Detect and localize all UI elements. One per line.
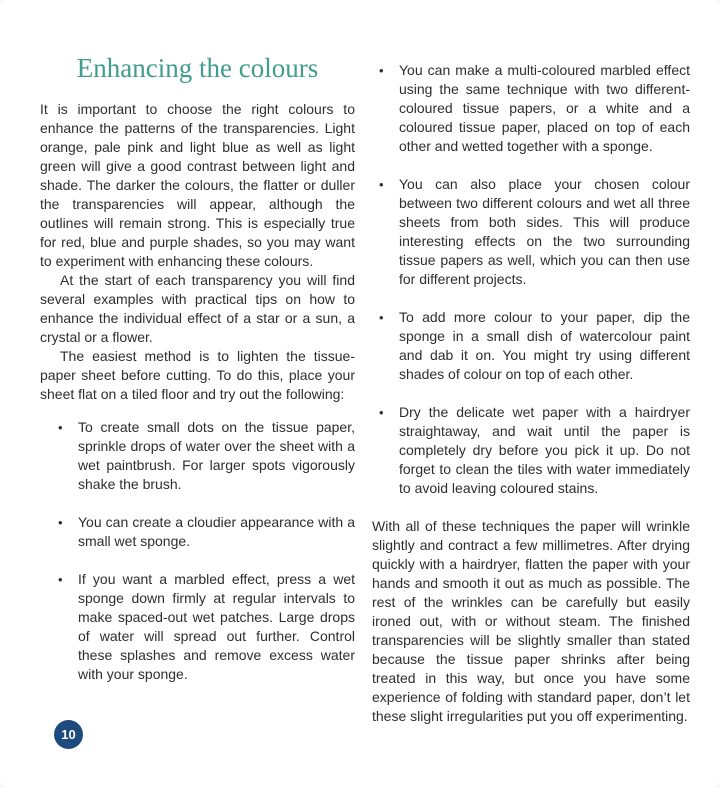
list-item-text: You can make a multi-coloured marbled effect using the same technique with two different-coloured tissue papers, or a white and a coloured tissue paper, placed on top of each other and wetted together with a sponge. — [399, 62, 690, 154]
list-item — [40, 570, 355, 684]
left-bullet-list — [40, 418, 355, 684]
bullet-icon: • — [379, 405, 384, 420]
list-item — [372, 403, 690, 498]
list-item-text: You can also place your chosen colour between two different colours and wet all three sheets from both sides. This will produce interesting effects on the two surrounding tissue papers as well, which you can then use for different projects. — [399, 176, 690, 287]
list-item-text: To create small dots on the tissue paper, sprinkle drops of water over the sheet with a wet paintbrush. For larger spots vigorously shake the brush. — [78, 419, 355, 492]
page-title: Enhancing the colours — [76, 53, 319, 83]
right-column — [372, 0, 690, 726]
list-item — [40, 418, 355, 494]
page-number: 10 — [61, 727, 76, 742]
list-item-text: Dry the delicate wet paper with a hairdryer straightaway, and wait until the paper is completely dry before you pick it up. Do not forget to clean the tiles with water immediately to avoid leaving coloured stains. — [399, 404, 690, 496]
bullet-icon: • — [379, 177, 384, 192]
intro-paragraph: It is important to choose the right colours to enhance the patterns of the transparencies. Light orange, pale pink and light blue as well as light green will give a good contrast between light and shade. The darker the colours, the flatter or duller the transparencies will appear, although the outlines will remain strong. This is especially true for red, blue and purple shades, so you may want to experiment with enhancing these colours. — [40, 101, 355, 269]
bullet-icon: • — [58, 420, 63, 435]
paragraph: At the start of each transparency you will find several examples with practical tips on how to enhance the individual effect of a star or a sun, a crystal or a flower. — [40, 272, 355, 345]
page-number-badge — [54, 720, 83, 749]
bullet-icon: • — [379, 310, 384, 325]
list-item — [372, 308, 690, 384]
list-item-text: If you want a marbled effect, press a wet sponge down firmly at regular intervals to make spaced-out wet patches. Large drops of water will spread out further. Control these splashes and remove excess water with your sponge. — [78, 571, 355, 682]
closing-paragraph: With all of these techniques the paper will wrinkle slightly and contract a few millimetres. After drying quickly with a hairdryer, flatten the paper with your hands and smooth it out as much as possible. The rest of the wrinkles can be carefully but easily ironed out, with or without steam. The finished transparencies will be slightly smaller than stated because the tissue paper shrinks after being treated in this way, but once you have some experience of folding with standard paper, don’t let these slight irregularities put you off experimenting. — [372, 518, 690, 724]
paragraph: The easiest method is to lighten the tissue-paper sheet before cutting. To do this, place your sheet flat on a tiled floor and try out the following: — [40, 348, 355, 402]
list-item — [40, 513, 355, 551]
list-item — [372, 175, 690, 289]
bullet-icon: • — [379, 63, 384, 78]
bullet-icon: • — [58, 515, 63, 530]
bullet-icon: • — [58, 572, 63, 587]
list-item — [372, 61, 690, 156]
list-item-text: You can create a cloudier appearance with a small wet sponge. — [78, 514, 355, 549]
left-column — [40, 0, 355, 726]
list-item-text: To add more colour to your paper, dip the sponge in a small dish of watercolour paint and dab it on. You might try using different shades of colour on top of each other. — [399, 309, 690, 382]
right-bullet-list — [372, 61, 690, 498]
